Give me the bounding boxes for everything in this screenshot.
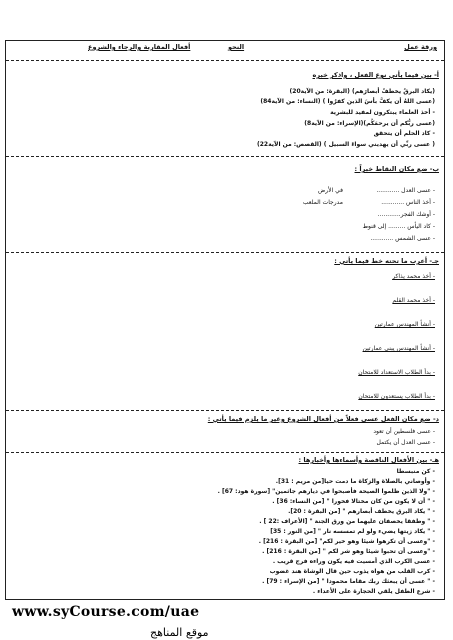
section1-line: - كاد الحلم أن يتحقق <box>373 130 435 137</box>
replace-item: - عسى فلسطين أن تعود <box>373 428 435 435</box>
section2-title: ب- ضع مكان النقاط خبراً : <box>354 165 439 173</box>
section1-title: أ- بين فيما يأتي نوع الفعل ، واذكر خبره <box>312 71 439 79</box>
fill-blank-item: - أوشك الفجر............ <box>377 211 435 218</box>
exercise-line: - " عسى أن يبعثك ربك مقاما محمودا " [من الإسراء : 79] . <box>262 578 435 585</box>
parse-item: - أخذ محمد يذاكر <box>392 273 435 280</box>
exercise-line: - "وعسى أن تكرهوا شيئا وهو خير لكم" [من البقرة : 216] . <box>258 538 435 545</box>
divider <box>6 252 444 253</box>
divider <box>6 452 444 453</box>
parse-item: - أنشأ المهندس يبني عمارتين <box>362 345 435 352</box>
exercise-line: - كرب القلب من هواه يذوب حين قال الوشاة هند غضوب <box>269 568 435 575</box>
replace-item: - عسى العدل أن يكتمل <box>376 439 435 446</box>
exercise-line: - شرع الطفل يلقي الحجارة على الأعداء . <box>312 588 435 595</box>
website-url: www.syCourse.com/uae <box>12 604 200 620</box>
fill-blank-item: - أخذ الناس ............ <box>381 199 435 206</box>
exercise-line: - كن منبسطا <box>396 468 435 475</box>
parse-item: - بدأ الطلاب يستعدون للامتحان <box>358 393 435 400</box>
website-name: موقع المناهج <box>150 626 209 639</box>
exercise-line: - " يكاد البرق يخطف أبصارهم " [من البقرة : 20]. <box>288 508 435 515</box>
section5-title: هـ- بين الأفعال الناقصة وأسماءها وأخبارها : <box>298 456 439 464</box>
parse-item: - بدأ الطلاب الاستعداد للامتحان <box>358 369 435 376</box>
section3-title: جـ- أعرب ما تحته خط فيما يأتي : <box>334 257 439 265</box>
section1-line: (عسى اللهُ أن يكفَّ بأسَ الذين كفرُوا ) (النساء: من الآية84) <box>260 98 435 105</box>
divider <box>6 156 444 157</box>
exercise-line: - وأوصاني بالصلاة والزكاة ما دمت حيا[من مريم : 31]. <box>275 478 435 485</box>
divider <box>6 410 444 411</box>
section1-line: (عسى ربُّكم أن يرحمَكُم)(الإسراء: من الآية8) <box>304 120 435 127</box>
fill-blank-predicate: مدرجات الملعب <box>302 199 343 206</box>
exercise-line: - " أن لا يكون من كان مختالا فخورا " [من النساء: 36] . <box>272 498 435 505</box>
fill-blank-predicate: في الأرض <box>317 187 343 194</box>
section1-line: - أخذ العلماء يبتكرون لمفيد للبشرية <box>330 109 435 116</box>
section1-line: ( عسى ربِّي أن يهديني سواءَ السبيل ) (القصص: من الآية22) <box>256 141 435 148</box>
exercise-line: - "ولا الذين ظلموا الصيحة فأصبحوا في ديارهم جاثمين" [سورة هود: 67] . <box>217 488 435 495</box>
parse-item: - أخذ محمد القلم <box>392 297 435 304</box>
exercise-line: - "وعسى أن تحبوا شيئا وهو شر لكم " [من البقرة : 216] . <box>262 548 435 555</box>
fill-blank-item: - عسى الشمس ............ <box>370 235 435 242</box>
exercise-line: - " وطفقا يخصفان عليهما من ورق الجنة " [الأعراف :22 ] . <box>259 518 435 525</box>
topic-label: أفعال المقاربة والرجاء والشروع <box>88 43 191 51</box>
exercise-line: - عسى الكرب الذي أمسيت فيه يكون وراءه فرج قريب . <box>272 558 435 565</box>
subject-label: النحو <box>228 43 245 51</box>
sheet-label: ورقة عمل <box>404 43 437 51</box>
divider <box>6 60 444 61</box>
fill-blank-item: - عسى العدل ............ <box>376 187 435 194</box>
section4-title: د- ضع مكان الفعل عسى فعلاً من أفعال الشروع وغير ما يلزم فيما يأتي : <box>207 415 439 423</box>
exercise-line: - " يكاد زيتها يضيء ولو لم تمسسه نار " [من النور : 35] <box>270 528 435 535</box>
parse-item: - أنشأ المهندس عمارتين <box>374 321 435 328</box>
fill-blank-item: - كاد اليأس ......... إلى قنوط <box>362 223 435 230</box>
section1-line: (يكاد البرقُ يخطفُ أبصارَهم) (البقرة: من الآية20) <box>289 88 435 95</box>
